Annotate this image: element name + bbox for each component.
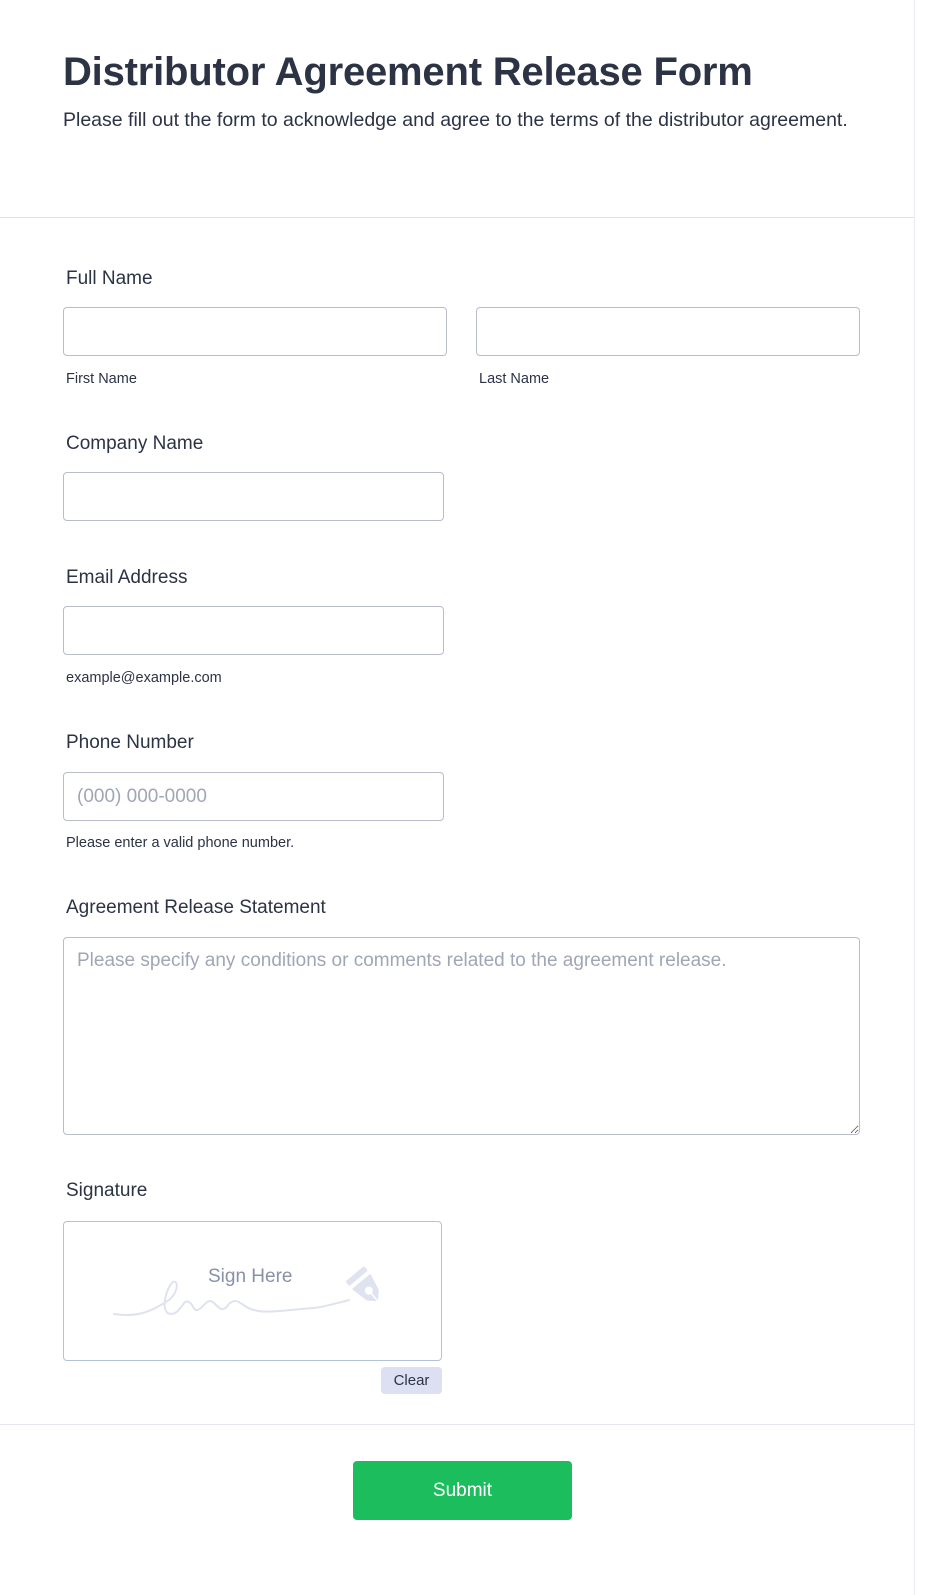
company-name-input[interactable] (63, 472, 444, 521)
phone-sublabel: Please enter a valid phone number. (66, 835, 295, 851)
first-name-input[interactable] (63, 307, 447, 356)
last-name-input[interactable] (476, 307, 860, 356)
statement-textarea[interactable] (63, 937, 860, 1135)
form-header (0, 0, 914, 218)
phone-label: Phone Number (66, 732, 194, 753)
company-name-label: Company Name (66, 433, 204, 454)
signature-label: Signature (66, 1180, 148, 1201)
signature-pad[interactable] (63, 1221, 442, 1361)
page-subtitle: Please fill out the form to acknowledge and agree to the terms of the distributor agreement. (63, 109, 848, 131)
phone-input[interactable] (63, 772, 444, 821)
email-label: Email Address (66, 567, 188, 588)
last-name-sublabel: Last Name (479, 371, 550, 387)
email-input[interactable] (63, 606, 444, 655)
footer-divider (0, 1424, 914, 1425)
sign-here-prompt: Sign Here (208, 1266, 293, 1287)
page-title: Distributor Agreement Release Form (63, 50, 753, 94)
first-name-sublabel: First Name (66, 371, 137, 387)
pen-nib-icon (346, 1266, 388, 1309)
clear-signature-button[interactable]: Clear (381, 1367, 442, 1394)
email-sublabel: example@example.com (66, 670, 222, 686)
submit-button[interactable]: Submit (353, 1461, 572, 1520)
statement-label: Agreement Release Statement (66, 897, 326, 918)
full-name-label: Full Name (66, 268, 153, 289)
